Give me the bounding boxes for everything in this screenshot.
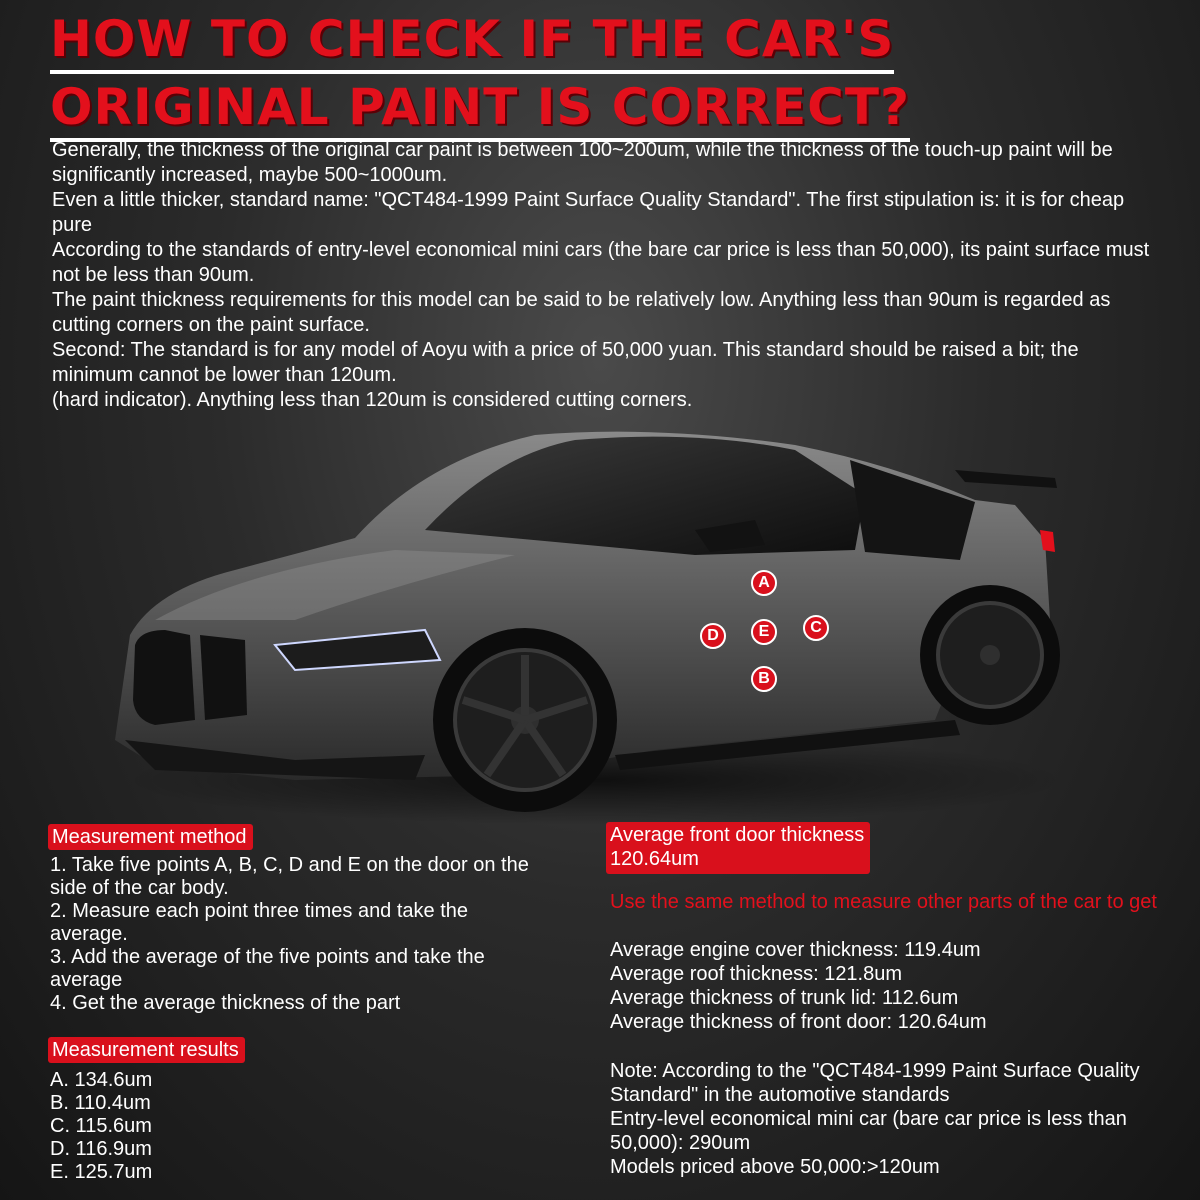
car-illustration xyxy=(95,420,1095,830)
standard-note xyxy=(610,1059,1150,1179)
intro-text xyxy=(52,138,1162,413)
result-item: D. 116.9um xyxy=(50,1138,152,1160)
measurement-results-badge: Measurement results xyxy=(48,1037,245,1063)
marker-d: D xyxy=(700,623,726,649)
measurement-method-list xyxy=(50,854,540,1015)
result-item: B. 110.4um xyxy=(50,1092,151,1114)
average-item: Average engine cover thickness: 119.4um xyxy=(610,939,981,961)
method-step: 1. Take five points A, B, C, D and E on the door on the side of the car body. xyxy=(50,854,529,899)
car-image xyxy=(95,420,1095,830)
result-item: E. 125.7um xyxy=(50,1161,153,1183)
average-value: 120.64um xyxy=(610,848,699,870)
average-label: Average front door thickness xyxy=(610,824,865,846)
average-results-list xyxy=(610,938,1170,1034)
intro-paragraph: According to the standards of entry-level economical mini cars (the bare car price is less than 50,000), its paint surface must not be less than 90um. xyxy=(52,239,1150,286)
method-step: 3. Add the average of the five points and take the average xyxy=(50,946,485,991)
title-line-2: ORIGINAL PAINT IS CORRECT? xyxy=(50,76,910,142)
measurement-results-list xyxy=(50,1069,350,1184)
marker-b: B xyxy=(751,666,777,692)
average-item: Average roof thickness: 121.8um xyxy=(610,963,903,985)
average-front-door-badge xyxy=(606,822,870,874)
intro-paragraph: (hard indicator). Anything less than 120um is considered cutting corners. xyxy=(52,389,693,411)
method-step: 4. Get the average thickness of the part xyxy=(50,992,401,1014)
note-line: Note: According to the "QCT484-1999 Paint Surface Quality Standard" in the automotive standards xyxy=(610,1060,1140,1106)
average-item: Average thickness of front door: 120.64um xyxy=(610,1011,987,1033)
intro-paragraph: Generally, the thickness of the original car paint is between 100~200um, while the thickness of the touch-up paint will be significantly increased, maybe 500~1000um. xyxy=(52,139,1113,186)
marker-e: E xyxy=(751,619,777,645)
note-line: Models priced above 50,000:>120um xyxy=(610,1156,940,1178)
measurement-method-badge: Measurement method xyxy=(48,824,253,850)
intro-paragraph: The paint thickness requirements for this model can be said to be relatively low. Anything less than 90um is regarded as cutting corners on the paint surface. xyxy=(52,289,1111,336)
intro-paragraph: Even a little thicker, standard name: "QCT484-1999 Paint Surface Quality Standard". The first stipulation is: it is for cheap pure xyxy=(52,189,1125,236)
result-item: A. 134.6um xyxy=(50,1069,153,1091)
average-item: Average thickness of trunk lid: 112.6um xyxy=(610,987,959,1009)
marker-a: A xyxy=(751,570,777,596)
marker-c: C xyxy=(803,615,829,641)
page-title xyxy=(50,8,1050,144)
method-step: 2. Measure each point three times and take the average. xyxy=(50,900,469,945)
method-note: Use the same method to measure other parts of the car to get xyxy=(610,891,1157,913)
title-line-1: HOW TO CHECK IF THE CAR'S xyxy=(50,8,894,74)
note-line: Entry-level economical mini car (bare car price is less than 50,000): 290um xyxy=(610,1108,1127,1154)
result-item: C. 115.6um xyxy=(50,1115,152,1137)
intro-paragraph: Second: The standard is for any model of Aoyu with a price of 50,000 yuan. This standard should be raised a bit; the minimum cannot be lower than 120um. xyxy=(52,339,1079,386)
